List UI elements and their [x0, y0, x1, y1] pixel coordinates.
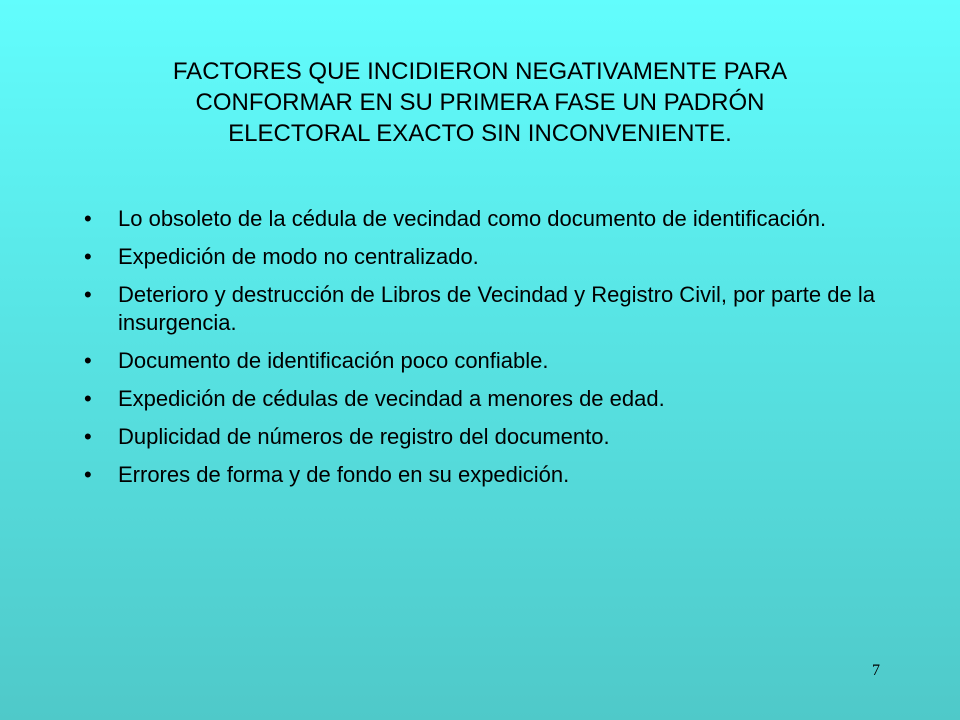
bullet-list	[80, 205, 880, 499]
bullet-icon: •	[84, 206, 92, 231]
bullet-icon: •	[84, 244, 92, 269]
page-number: 7	[872, 662, 880, 679]
bullet-icon: •	[84, 348, 92, 373]
list-item	[80, 423, 880, 451]
list-item	[80, 281, 880, 337]
bullet-icon: •	[84, 424, 92, 449]
bullet-icon: •	[84, 386, 92, 411]
list-item	[80, 243, 880, 271]
bullet-text: Documento de identificación poco confiable.	[118, 348, 549, 373]
bullet-text: Deterioro y destrucción de Libros de Vecindad y Registro Civil, por parte de la insurgencia.	[118, 282, 875, 335]
bullet-text: Duplicidad de números de registro del documento.	[118, 424, 610, 449]
title-line-3: ELECTORAL EXACTO SIN INCONVENIENTE.	[228, 120, 732, 147]
bullet-text: Expedición de modo no centralizado.	[118, 244, 479, 269]
list-item	[80, 385, 880, 413]
list-item	[80, 461, 880, 489]
title-line-1: FACTORES QUE INCIDIERON NEGATIVAMENTE PARA	[172, 58, 788, 85]
title-line-2: CONFORMAR EN SU PRIMERA FASE UN PADRÓN	[195, 89, 765, 116]
bullet-icon: •	[84, 282, 92, 307]
list-item	[80, 347, 880, 375]
bullet-icon: •	[84, 462, 92, 487]
bullet-text: Lo obsoleto de la cédula de vecindad como documento de identificación.	[118, 206, 827, 231]
list-item	[80, 205, 880, 233]
slide-title	[80, 56, 880, 149]
bullet-text: Expedición de cédulas de vecindad a menores de edad.	[118, 386, 665, 411]
bullet-text: Errores de forma y de fondo en su expedición.	[118, 462, 570, 487]
